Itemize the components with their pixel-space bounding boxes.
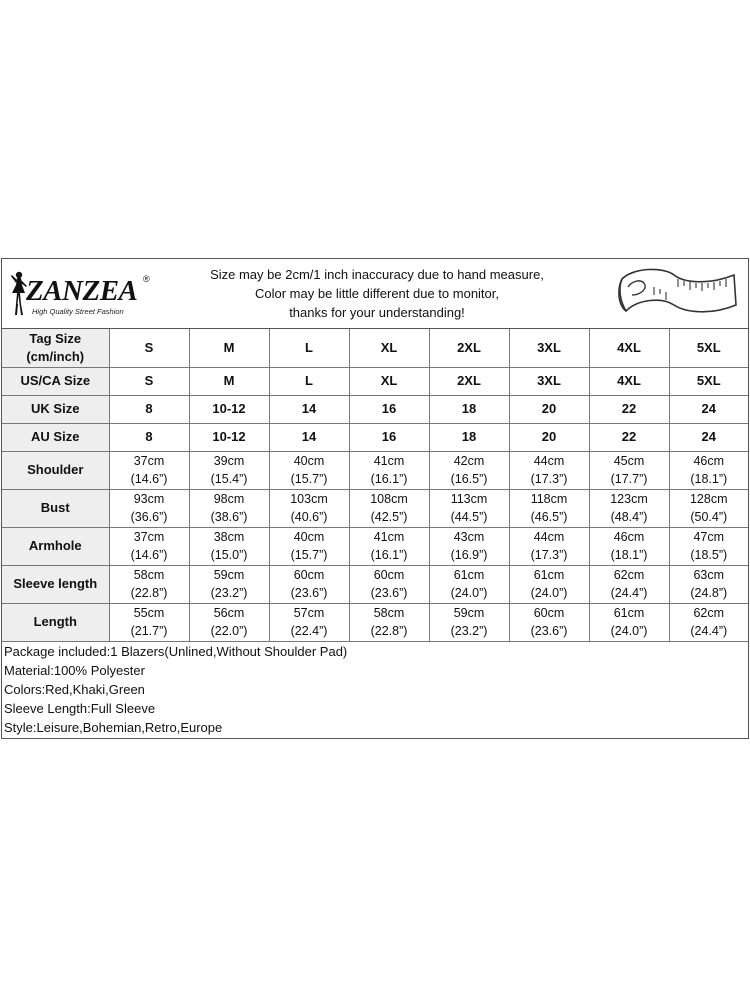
row-label: UK Size <box>2 395 109 423</box>
row-label <box>2 329 109 367</box>
table-cell <box>669 565 748 603</box>
cell-inch: (15.7”) <box>290 472 328 486</box>
table-cell: 18 <box>429 395 509 423</box>
cell-inch: (16.9”) <box>450 548 488 562</box>
info-colors: Colors:Red,Khaki,Green <box>4 682 145 697</box>
table-cell: S <box>109 367 189 395</box>
cell-cm: 118cm <box>530 492 568 506</box>
table-cell <box>189 603 269 641</box>
cell-cm: 46cm <box>613 530 645 544</box>
cell-cm: 56cm <box>213 606 245 620</box>
cell-cm: 113cm <box>450 492 488 506</box>
table-cell <box>589 489 669 527</box>
notice-line: Color may be little different due to monitor, <box>255 286 499 301</box>
table-cell: 4XL <box>589 367 669 395</box>
table-cell <box>349 527 429 565</box>
table-cell: 24 <box>669 395 748 423</box>
product-info <box>4 642 347 737</box>
chart-header <box>2 259 748 329</box>
table-cell: 8 <box>109 423 189 451</box>
cell-inch: (18.1”) <box>690 472 728 486</box>
cell-inch: (24.0”) <box>530 586 568 600</box>
cell-inch: (24.0”) <box>450 586 488 600</box>
table-cell <box>509 489 589 527</box>
cell-inch: (21.7”) <box>130 624 168 638</box>
cell-cm: 98cm <box>213 492 245 506</box>
table-cell: 5XL <box>669 329 748 367</box>
cell-cm: 93cm <box>133 492 165 506</box>
cell-inch: (36.6”) <box>130 510 168 524</box>
registered-mark: ® <box>143 274 150 284</box>
cell-inch: (15.0”) <box>210 548 248 562</box>
cell-inch: (22.8”) <box>130 586 168 600</box>
table-cell <box>189 451 269 489</box>
row-label-line: (cm/inch) <box>26 348 85 364</box>
cell-inch: (16.1”) <box>370 548 408 562</box>
cell-inch: (42.5”) <box>370 510 408 524</box>
notice-line: Size may be 2cm/1 inch inaccuracy due to hand measure, <box>210 267 544 282</box>
size-chart <box>1 258 749 739</box>
cell-cm: 60cm <box>533 606 565 620</box>
cell-cm: 39cm <box>213 454 245 468</box>
cell-inch: (16.1”) <box>370 472 408 486</box>
table-cell <box>589 603 669 641</box>
table-cell: 3XL <box>509 329 589 367</box>
table-row-shoulder <box>2 451 748 489</box>
cell-cm: 123cm <box>610 492 648 506</box>
table-cell <box>509 565 589 603</box>
table-cell: 2XL <box>429 367 509 395</box>
table-row-length <box>2 603 748 641</box>
cell-inch: (17.7”) <box>610 472 648 486</box>
row-label: Armhole <box>2 527 109 565</box>
table-cell: S <box>109 329 189 367</box>
cell-inch: (22.4”) <box>290 624 328 638</box>
row-label: Shoulder <box>2 451 109 489</box>
table-cell: 24 <box>669 423 748 451</box>
measuring-tape-icon <box>614 265 740 323</box>
cell-inch: (15.4”) <box>210 472 248 486</box>
cell-cm: 44cm <box>533 454 565 468</box>
info-package: Package included:1 Blazers(Unlined,Without Shoulder Pad) <box>4 644 348 659</box>
table-row-armhole <box>2 527 748 565</box>
cell-inch: (46.5”) <box>530 510 568 524</box>
table-cell: 18 <box>429 423 509 451</box>
cell-inch: (23.6”) <box>530 624 568 638</box>
table-cell <box>669 489 748 527</box>
brand-name: ZANZEA <box>26 275 138 307</box>
cell-cm: 43cm <box>453 530 485 544</box>
cell-cm: 61cm <box>453 568 485 582</box>
size-table <box>2 329 748 642</box>
cell-cm: 60cm <box>373 568 405 582</box>
table-cell: 16 <box>349 423 429 451</box>
cell-cm: 55cm <box>133 606 165 620</box>
table-cell <box>109 527 189 565</box>
cell-inch: (14.6”) <box>130 472 168 486</box>
table-cell: 14 <box>269 395 349 423</box>
cell-cm: 59cm <box>453 606 485 620</box>
cell-cm: 58cm <box>133 568 165 582</box>
table-cell <box>509 451 589 489</box>
cell-cm: 60cm <box>293 568 325 582</box>
table-cell <box>349 489 429 527</box>
table-cell: 22 <box>589 423 669 451</box>
cell-inch: (15.7”) <box>290 548 328 562</box>
cell-inch: (18.1”) <box>610 548 648 562</box>
cell-inch: (23.2”) <box>210 586 248 600</box>
table-cell <box>269 603 349 641</box>
table-cell <box>669 527 748 565</box>
info-material: Material:100% Polyester <box>4 663 145 678</box>
table-cell: 14 <box>269 423 349 451</box>
cell-cm: 59cm <box>213 568 245 582</box>
table-cell <box>269 527 349 565</box>
table-cell: 10-12 <box>189 395 269 423</box>
table-cell: 16 <box>349 395 429 423</box>
table-cell <box>429 489 509 527</box>
cell-cm: 40cm <box>293 530 325 544</box>
row-label: Bust <box>2 489 109 527</box>
table-cell <box>189 565 269 603</box>
cell-cm: 41cm <box>373 530 405 544</box>
cell-inch: (22.8”) <box>370 624 408 638</box>
table-row-sleeve-length <box>2 565 748 603</box>
table-cell: M <box>189 329 269 367</box>
table-cell <box>509 603 589 641</box>
cell-inch: (44.5”) <box>450 510 488 524</box>
table-cell <box>509 527 589 565</box>
row-label: US/CA Size <box>2 367 109 395</box>
cell-inch: (24.8”) <box>690 586 728 600</box>
cell-inch: (16.5”) <box>450 472 488 486</box>
table-cell <box>109 489 189 527</box>
cell-cm: 58cm <box>373 606 405 620</box>
cell-cm: 61cm <box>533 568 565 582</box>
notice-line: thanks for your understanding! <box>289 305 465 320</box>
cell-inch: (22.0”) <box>210 624 248 638</box>
cell-cm: 57cm <box>293 606 325 620</box>
table-cell <box>429 565 509 603</box>
table-cell <box>109 565 189 603</box>
cell-cm: 62cm <box>693 606 725 620</box>
cell-cm: 46cm <box>693 454 725 468</box>
cell-cm: 128cm <box>689 492 728 506</box>
cell-inch: (17.3”) <box>530 548 568 562</box>
info-sleeve-length: Sleeve Length:Full Sleeve <box>4 701 156 716</box>
table-cell <box>349 603 429 641</box>
cell-inch: (23.6”) <box>290 586 328 600</box>
table-row-au-size <box>2 423 748 451</box>
cell-cm: 40cm <box>293 454 325 468</box>
cell-inch: (14.6”) <box>130 548 168 562</box>
brand-tagline: High Quality Street Fashion <box>32 307 124 316</box>
cell-cm: 42cm <box>453 454 485 468</box>
table-row-us-size <box>2 367 748 395</box>
table-cell: 10-12 <box>189 423 269 451</box>
info-style: Style:Leisure,Bohemian,Retro,Europe <box>4 720 223 735</box>
cell-inch: (48.4”) <box>610 510 648 524</box>
table-cell <box>429 603 509 641</box>
row-label: Length <box>2 603 109 641</box>
cell-cm: 45cm <box>613 454 645 468</box>
table-cell: XL <box>349 329 429 367</box>
cell-cm: 61cm <box>613 606 645 620</box>
table-row-bust <box>2 489 748 527</box>
row-label: AU Size <box>2 423 109 451</box>
cell-cm: 41cm <box>373 454 405 468</box>
table-cell: 2XL <box>429 329 509 367</box>
table-cell: L <box>269 367 349 395</box>
table-cell <box>269 489 349 527</box>
table-cell <box>109 603 189 641</box>
cell-inch: (23.6”) <box>370 586 408 600</box>
cell-cm: 47cm <box>693 530 725 544</box>
table-row-uk-size <box>2 395 748 423</box>
table-cell: 20 <box>509 423 589 451</box>
table-cell <box>429 451 509 489</box>
table-cell <box>589 451 669 489</box>
cell-inch: (24.4”) <box>690 624 728 638</box>
table-cell <box>429 527 509 565</box>
notice-text <box>162 265 592 322</box>
table-cell <box>269 451 349 489</box>
table-cell <box>669 451 748 489</box>
table-cell <box>349 565 429 603</box>
table-cell <box>109 451 189 489</box>
table-cell: 8 <box>109 395 189 423</box>
table-cell: 5XL <box>669 367 748 395</box>
table-cell: 4XL <box>589 329 669 367</box>
cell-cm: 108cm <box>370 492 408 506</box>
table-cell <box>349 451 429 489</box>
table-cell <box>189 527 269 565</box>
cell-inch: (38.6”) <box>210 510 248 524</box>
table-cell: 22 <box>589 395 669 423</box>
table-cell: 20 <box>509 395 589 423</box>
row-label: Sleeve length <box>2 565 109 603</box>
table-cell <box>589 527 669 565</box>
table-cell: XL <box>349 367 429 395</box>
cell-cm: 62cm <box>613 568 645 582</box>
cell-inch: (24.0”) <box>610 624 648 638</box>
table-cell <box>189 489 269 527</box>
cell-inch: (24.4”) <box>610 586 648 600</box>
table-cell: M <box>189 367 269 395</box>
cell-inch: (17.3”) <box>530 472 568 486</box>
measurement-rows <box>2 451 748 641</box>
table-row-tag-size <box>2 329 748 367</box>
table-cell <box>589 565 669 603</box>
cell-inch: (50.4”) <box>690 510 728 524</box>
cell-inch: (18.5”) <box>690 548 728 562</box>
table-cell: L <box>269 329 349 367</box>
cell-cm: 38cm <box>213 530 245 544</box>
cell-cm: 63cm <box>693 568 725 582</box>
table-cell: 3XL <box>509 367 589 395</box>
cell-cm: 103cm <box>290 492 328 506</box>
brand-logo <box>4 265 154 325</box>
table-cell <box>269 565 349 603</box>
cell-cm: 37cm <box>133 530 165 544</box>
row-label-line: Tag Size <box>29 330 82 346</box>
cell-inch: (40.6”) <box>290 510 328 524</box>
cell-cm: 44cm <box>533 530 565 544</box>
table-cell <box>669 603 748 641</box>
cell-inch: (23.2”) <box>450 624 488 638</box>
cell-cm: 37cm <box>133 454 165 468</box>
